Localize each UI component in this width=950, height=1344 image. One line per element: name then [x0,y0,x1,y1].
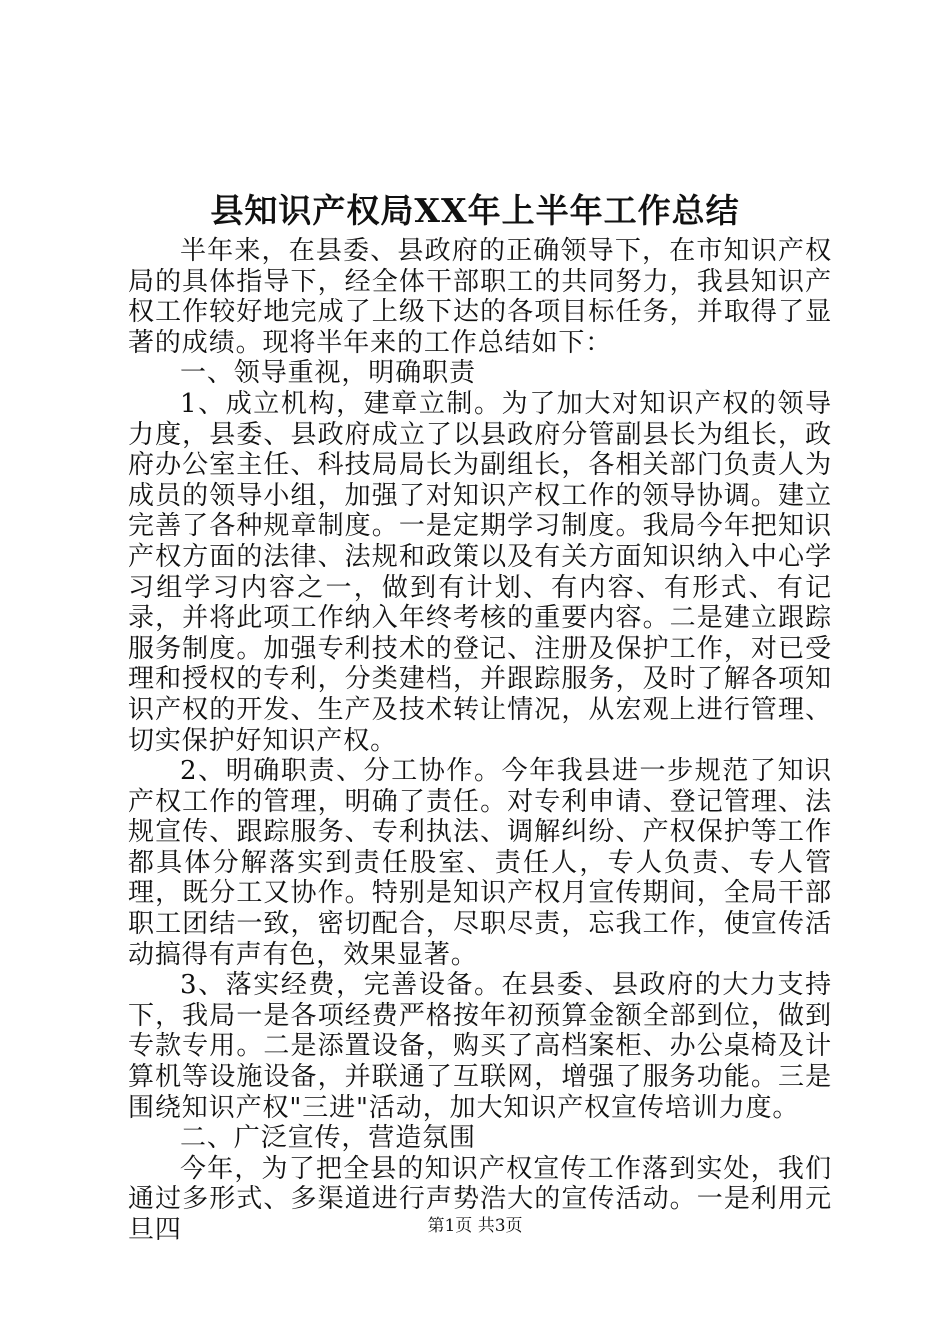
document-title: 县知识产权局XX年上半年工作总结 [210,191,740,230]
paragraph-2-1: 今年，为了把全县的知识产权宣传工作落到实处，我们通过多形式、多渠道进行声势浩大的宣传活动。一是利用元旦四 [128,1153,832,1245]
document-body [128,236,832,1246]
paragraph-1-1: 1、成立机构，建章立制。为了加大对知识产权的领导力度，县委、县政府成立了以县政府分管副县长为组长，政府办公室主任、科技局局长为副组长，各相关部门负责人为成员的领导小组，加强了对知识产权工作的领导协调。建立完善了各种规章制度。一是定期学习制度。我局今年把知识产权方面的法律、法规和政策以及有关方面知识纳入中心学习组学习内容之一，做到有计划、有内容、有形式、有记录，并将此项工作纳入年终考核的重要内容。二是建立跟踪服务制度。加强专利技术的登记、注册及保护工作，对已受理和授权的专利，分类建档，并跟踪服务，及时了解各项知识产权的开发、生产及技术转让情况，从宏观上进行管理、切实保护好知识产权。 [128,388,832,756]
paragraph-1-2: 2、明确职责、分工协作。今年我县进一步规范了知识产权工作的管理，明确了责任。对专利申请、登记管理、法规宣传、跟踪服务、专利执法、调解纠纷、产权保护等工作都具体分解落实到责任股室、责任人，专人负责、专人管理，既分工又协作。特别是知识产权月宣传期间，全局干部职工团结一致，密切配合，尽职尽责，忘我工作，使宣传活动搞得有声有色，效果显著。 [128,756,832,970]
section-heading-1: 一、领导重视，明确职责 [180,358,476,389]
page-number-footer: 第1页 共3页 [427,1216,523,1236]
paragraph-1-3: 3、落实经费，完善设备。在县委、县政府的大力支持下，我局一是各项经费严格按年初预算金额全部到位，做到专款专用。二是添置设备，购买了高档案柜、办公桌椅及计算机等设施设备，并联通了互联网，增强了服务功能。三是围绕知识产权"三进"活动，加大知识产权宣传培训力度。 [128,970,832,1123]
section-heading-2: 二、广泛宣传，营造氛围 [180,1123,476,1154]
paragraph-intro: 半年来，在县委、县政府的正确领导下，在市知识产权局的具体指导下，经全体干部职工的共同努力，我县知识产权工作较好地完成了上级下达的各项目标任务，并取得了显著的成绩。现将半年来的工作总结如下： [128,236,832,358]
